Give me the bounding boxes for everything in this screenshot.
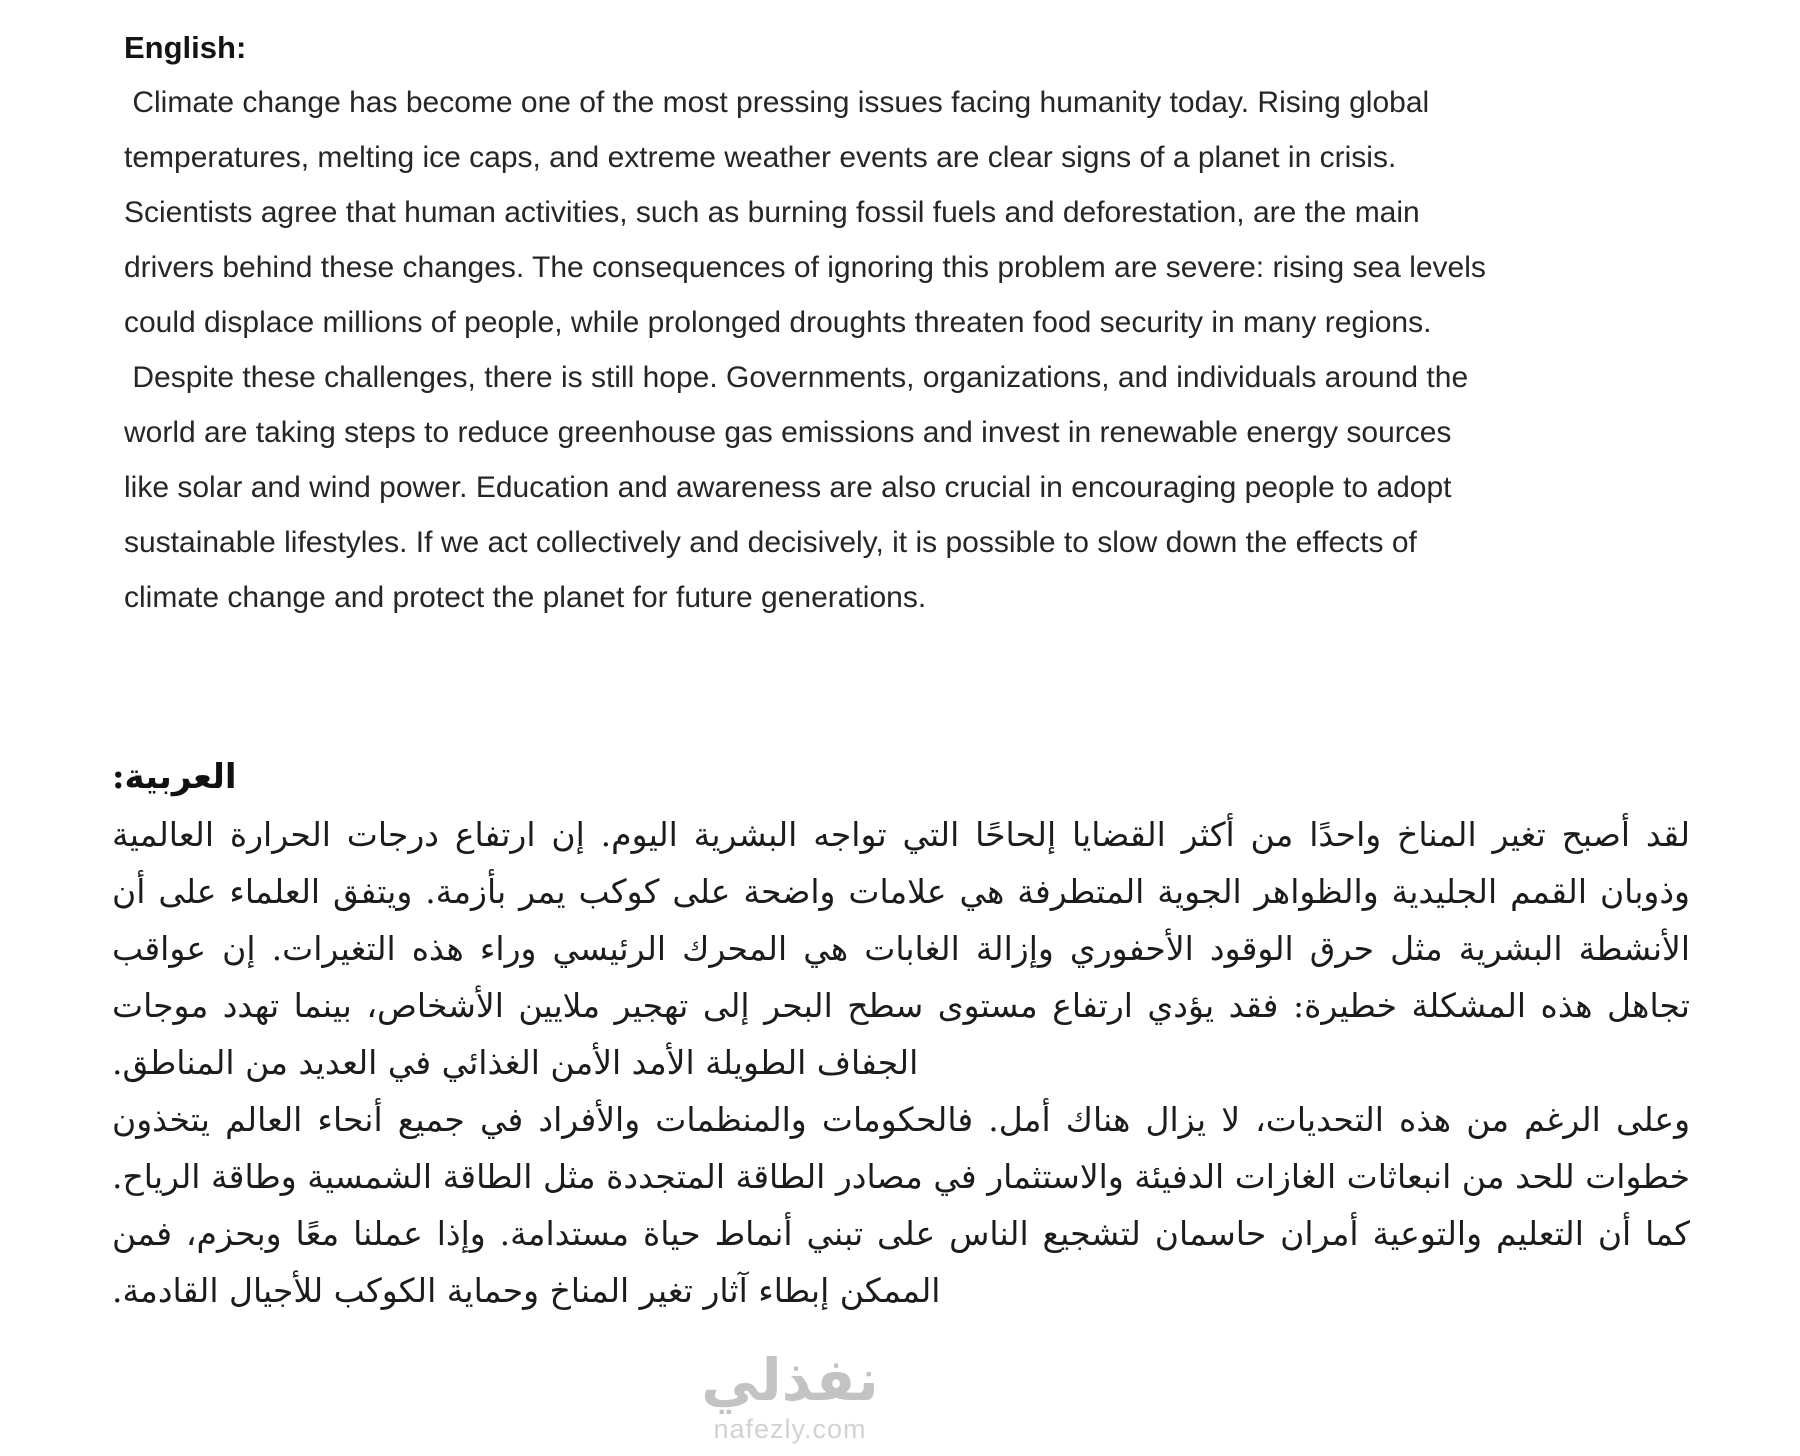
nafezly-logo: نفذلي bbox=[701, 1346, 879, 1414]
arabic-paragraph-2: وعلى الرغم من هذه التحديات، لا يزال هناك أمل. فالحكومات والمنظمات والأفراد في جميع أنحاء العالم يتخذون خطوات للحد من انبعاثات الغازات الدفيئة والاستثمار في مصادر الطاقة المتجددة مثل الطاقة الشمسية وطاقة الرياح. كما أن التعليم والتوعية أمران حاسمان لتشجيع الناس على تبني أنماط حياة مستدامة. وإذا عملنا معًا وبحزم، فمن الممكن إبطاء آثار تغير المناخ وحماية الكوكب للأجيال القادمة. bbox=[112, 1100, 1690, 1310]
english-paragraph-2: Despite these challenges, there is still hope. Governments, organizations, and individuals around the world are taking steps to reduce greenhouse gas emissions and invest in renewable energy sources like solar and wind power. Education and awareness are also crucial in encouraging people to adopt sustainable lifestyles. If we act collectively and decisively, it is possible to slow down the effects of climate change and protect the planet for future generations. bbox=[124, 361, 1477, 614]
english-paragraph-1: Climate change has become one of the most pressing issues facing humanity today. Rising global temperatures, melting ice caps, and extreme weather events are clear signs of a planet in crisis. Scientists agree that human activities, such as burning fossil fuels and deforestation, are the main drivers behind these changes. The consequences of ignoring this problem are severe: rising sea levels could displace millions of people, while prolonged droughts threaten food security in many regions. bbox=[124, 86, 1495, 339]
nafezly-watermark bbox=[0, 1348, 1580, 1446]
arabic-heading: العربية: bbox=[112, 757, 237, 797]
english-heading: English: bbox=[124, 30, 247, 65]
nafezly-site-label: nafezly.com bbox=[713, 1414, 867, 1444]
arabic-section bbox=[112, 748, 1690, 1319]
english-section bbox=[124, 20, 1499, 625]
arabic-paragraph-1: لقد أصبح تغير المناخ واحدًا من أكثر القضايا إلحاحًا التي تواجه البشرية اليوم. إن ارتفاع درجات الحرارة العالمية وذوبان القمم الجليدية والظواهر الجوية المتطرفة هي علامات واضحة على كوكب يمر بأزمة. ويتفق العلماء على أن الأنشطة البشرية مثل حرق الوقود الأحفوري وإزالة الغابات هي المحرك الرئيسي وراء هذه التغيرات. إن عواقب تجاهل هذه المشكلة خطيرة: فقد يؤدي ارتفاع مستوى سطح البحر إلى تهجير ملايين الأشخاص، بينما تهدد موجات الجفاف الطويلة الأمد الأمن الغذائي في العديد من المناطق. bbox=[112, 815, 1690, 1082]
